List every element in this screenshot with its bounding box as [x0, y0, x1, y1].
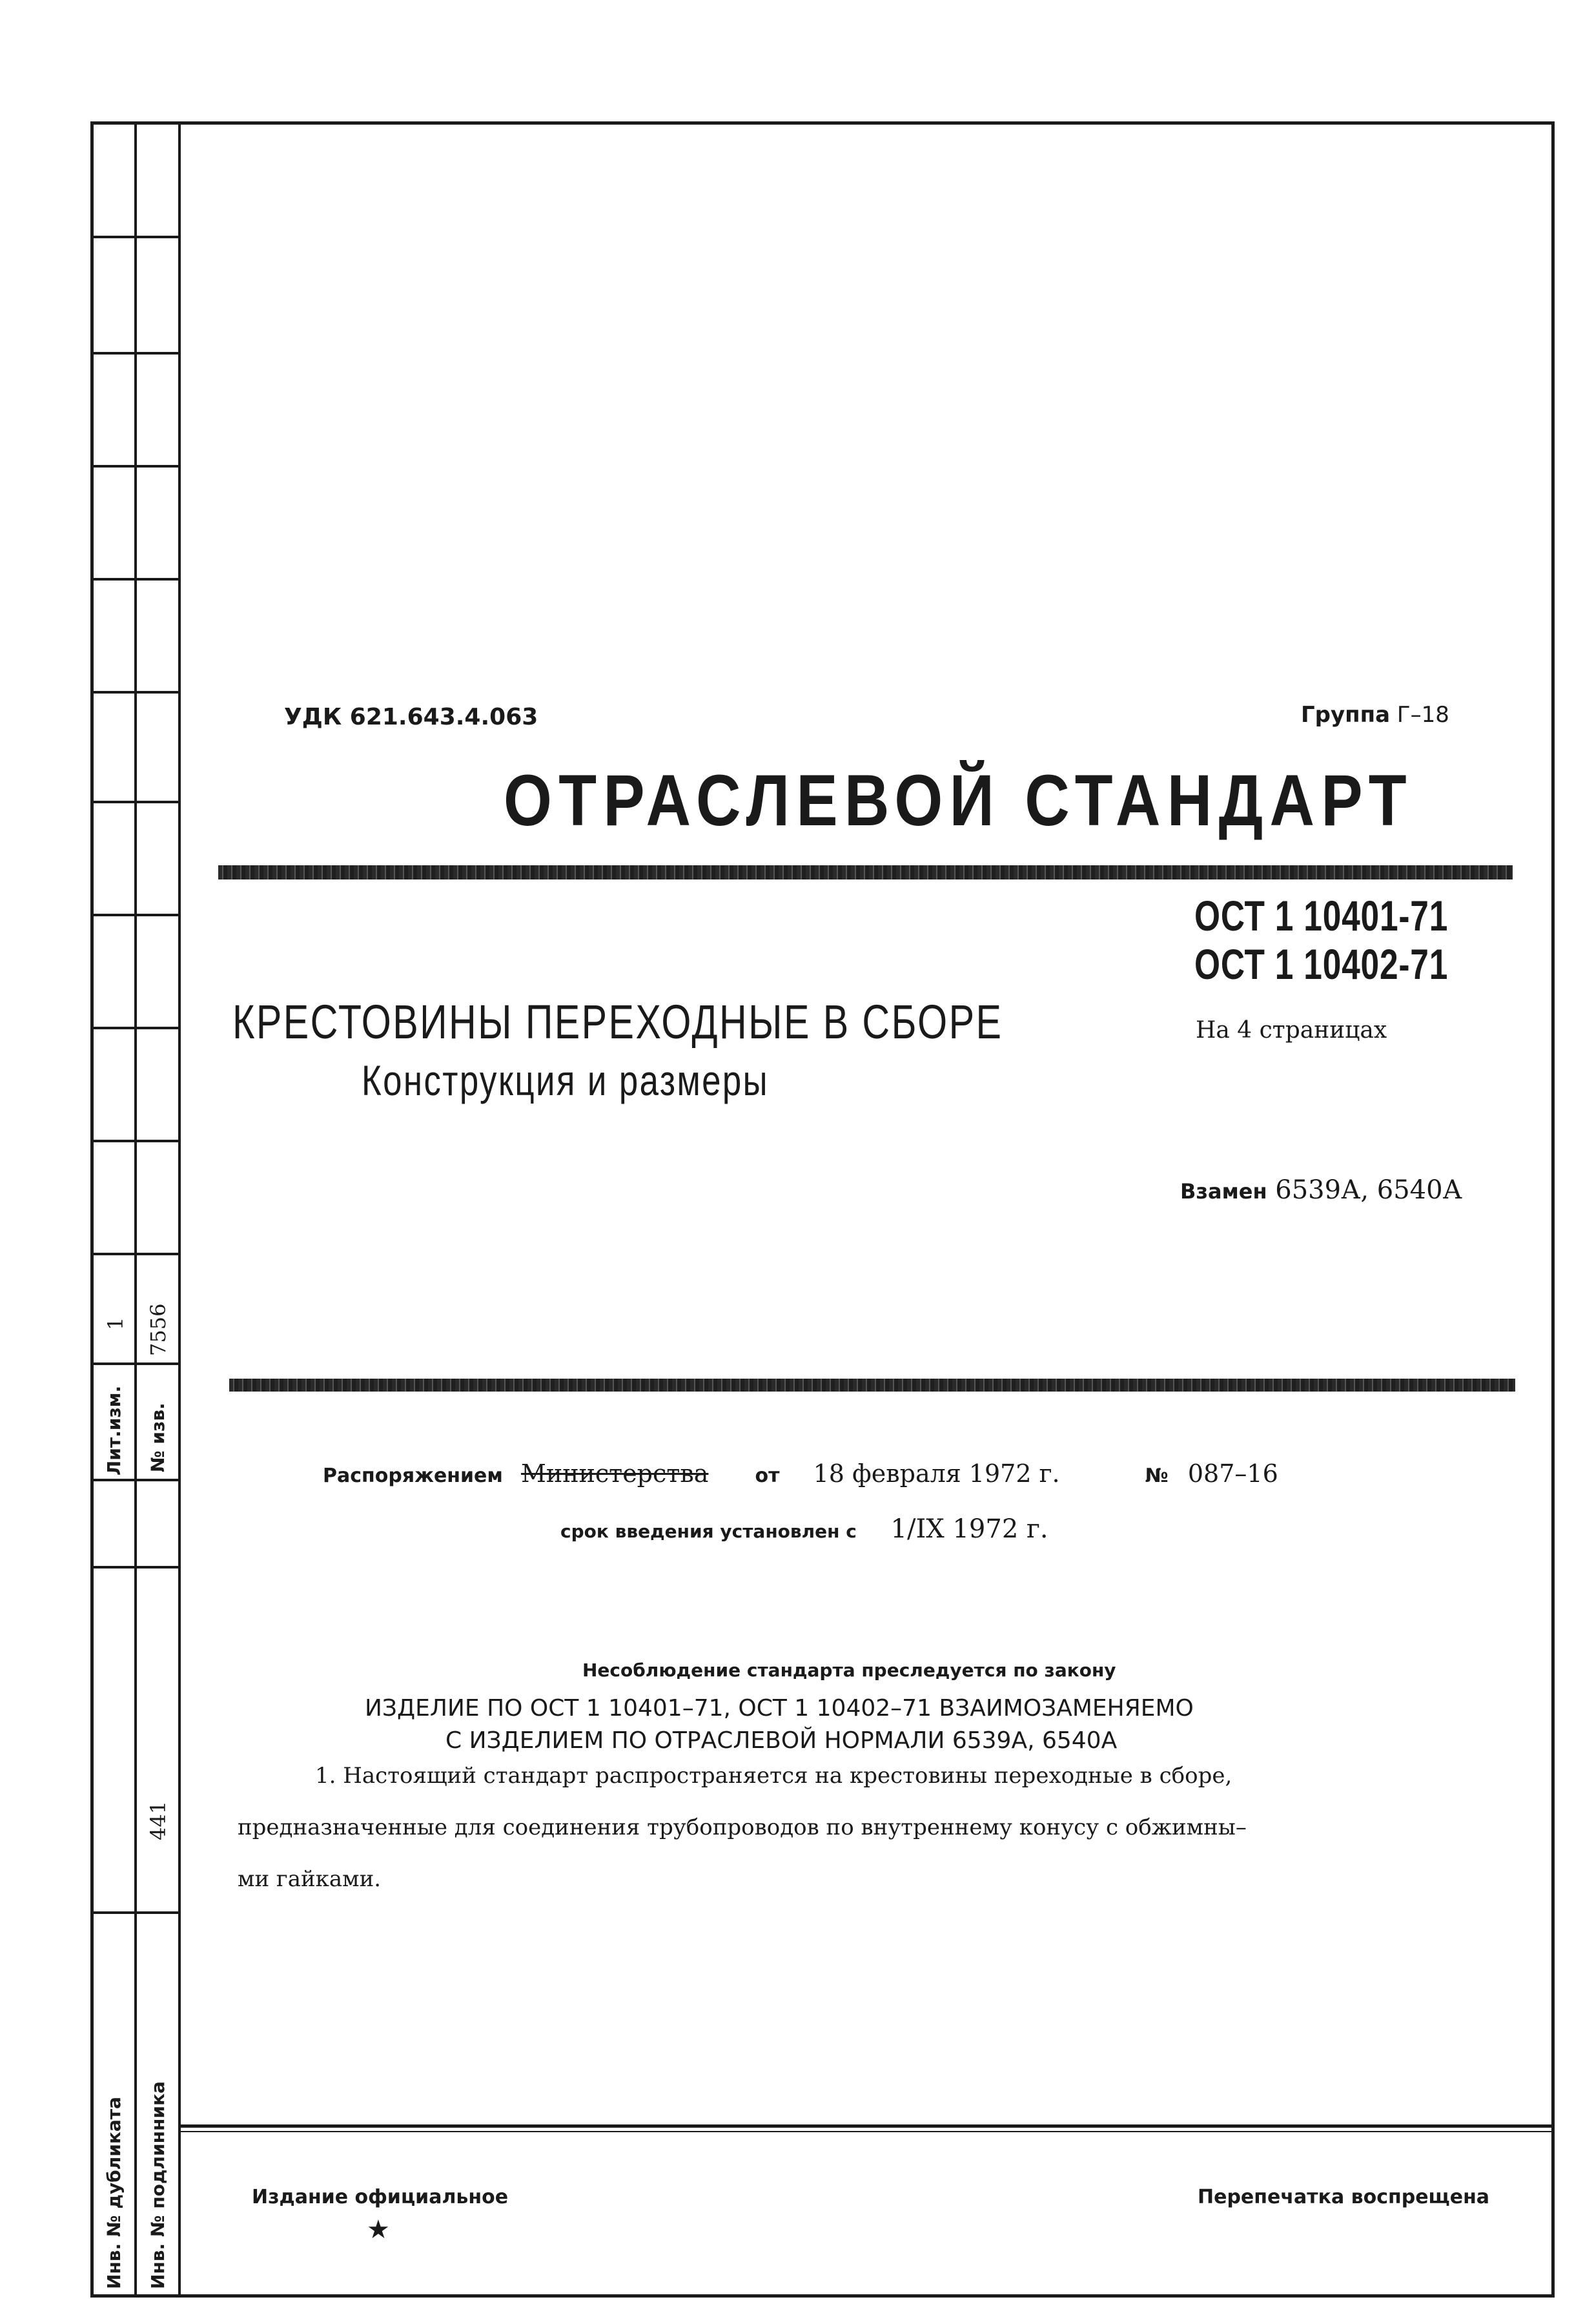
order-number: 087–16 [1187, 1459, 1278, 1488]
star-icon: ★ [367, 2215, 390, 2245]
order-rule [229, 1379, 1515, 1392]
order-from: от [755, 1465, 780, 1487]
clause-1-line-1: 1. Настоящий стандарт распространяется на крестовины переходные в сборе, [315, 1763, 1232, 1789]
margin-inv-podl-label: Инв. № подлинника [147, 2081, 169, 2289]
designation-1: ОСТ 1 10401-71 [1194, 892, 1449, 940]
order-ministry: Министерства [521, 1459, 709, 1488]
margin-izv-value: 7556 [146, 1303, 170, 1356]
group-label: Группа [1301, 702, 1391, 728]
margin-lit-izm-label: Лит.изм. [103, 1385, 125, 1476]
footer-rule-thin [178, 2131, 1555, 2132]
effective-line [560, 1514, 1048, 1544]
designation-2: ОСТ 1 10402-71 [1194, 940, 1449, 988]
subject-sub: Конструкция и размеры [362, 1056, 770, 1104]
order-label: Распоряжением [323, 1465, 503, 1487]
order-number-label: № [1145, 1465, 1169, 1487]
title-rule [218, 865, 1513, 879]
page-title: ОТРАСЛЕВОЙ СТАНДАРТ [504, 760, 1413, 841]
group-code [1301, 702, 1449, 728]
effective-date: 1/IX 1972 г. [890, 1514, 1048, 1544]
margin-lit-value: 1 [103, 1317, 128, 1330]
clause-1-line-3: ми гайками. [238, 1866, 382, 1892]
replaces-value: 6539А, 6540А [1275, 1175, 1462, 1205]
footer-rule [178, 2124, 1555, 2128]
effective-label: срок введения установлен с [560, 1521, 857, 1542]
interchangeability-line-2: С ИЗДЕЛИЕМ ПО ОТРАСЛЕВОЙ НОРМАЛИ 6539А, 6540А [445, 1727, 1118, 1754]
pages-note: На 4 страницах [1196, 1017, 1387, 1044]
margin-inv-dubl-label: Инв. № дубликата [103, 2097, 125, 2289]
law-notice: Несоблюдение стандарта преследуется по закону [582, 1660, 1116, 1681]
reprint-prohibited: Перепечатка воспрещена [1198, 2186, 1490, 2208]
margin-inv-value: 441 [146, 1800, 170, 1840]
interchangeability-line-1: ИЗДЕЛИЕ ПО ОСТ 1 10401–71, ОСТ 1 10402–71 ВЗАИМОЗАМЕНЯЕМО [365, 1695, 1194, 1722]
margin-no-izv-label: № изв. [147, 1403, 169, 1472]
replaces-label: Взамен [1180, 1179, 1267, 1204]
group-value: Г–18 [1396, 702, 1449, 728]
official-edition: Издание официальное [252, 2186, 509, 2208]
order-line [323, 1459, 1278, 1488]
udk-code: УДК 621.643.4.063 [284, 704, 538, 730]
clause-1-line-2: предназначенные для соединения трубопроводов по внутреннему конусу с обжимны– [238, 1815, 1247, 1840]
subject-main: КРЕСТОВИНЫ ПЕРЕХОДНЫЕ В СБОРЕ [232, 995, 1003, 1049]
replaces [1180, 1175, 1462, 1205]
order-date: 18 февраля 1972 г. [813, 1459, 1060, 1488]
page-frame [90, 121, 1555, 2298]
